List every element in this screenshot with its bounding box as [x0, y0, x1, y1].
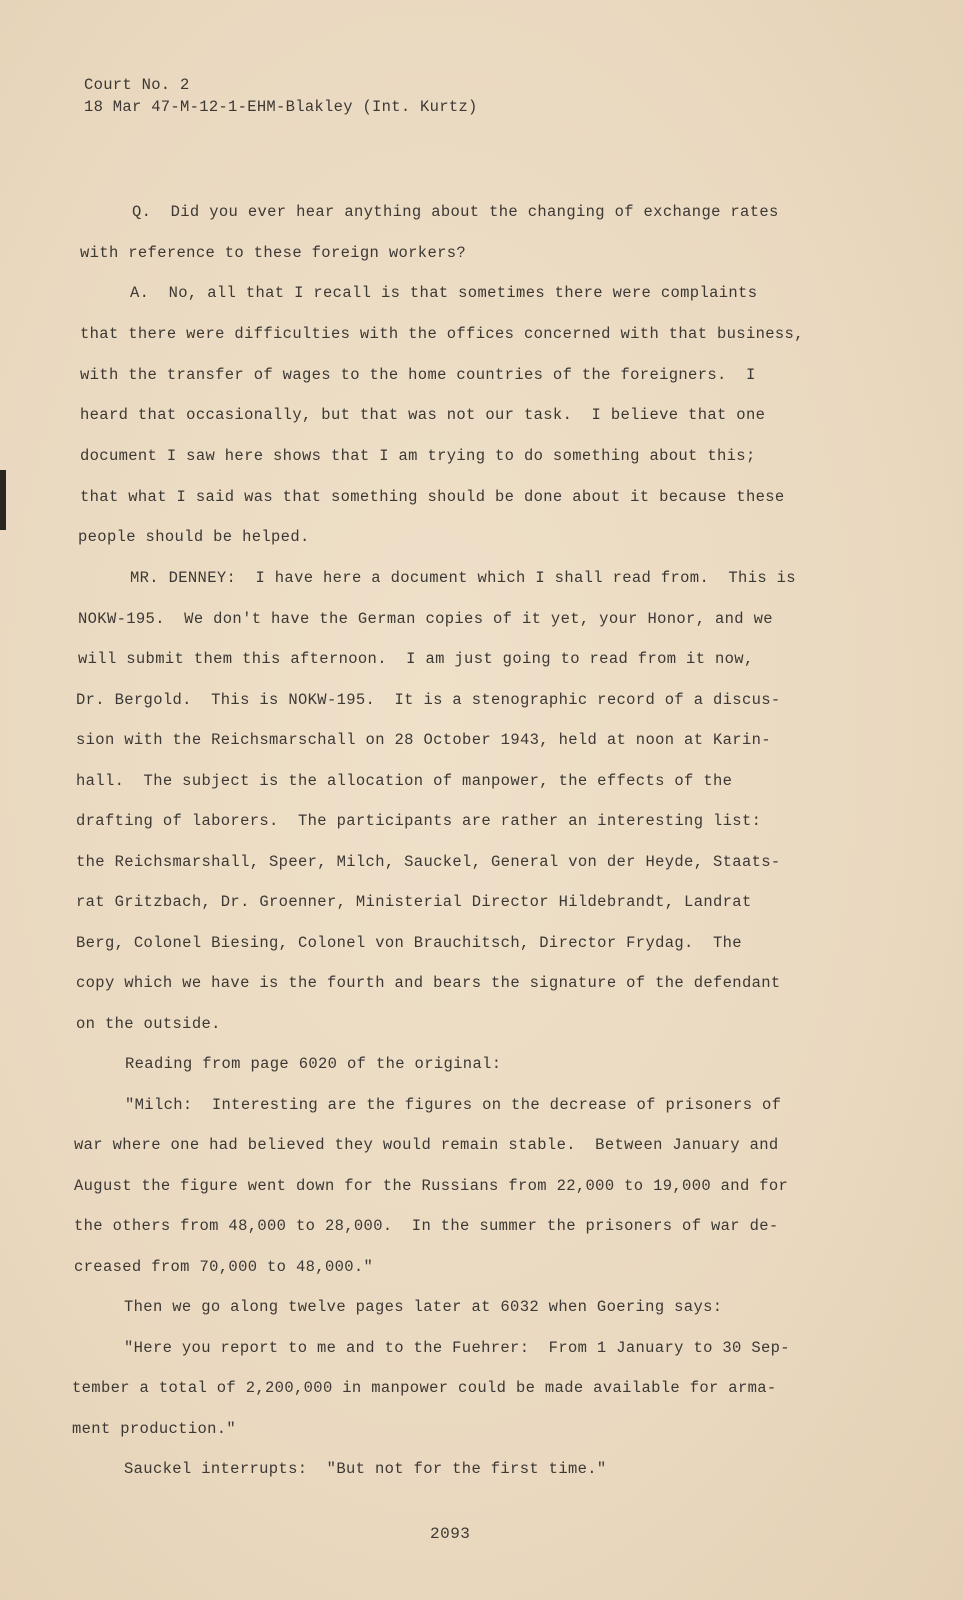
text-line: copy which we have is the fourth and bears the signature of the defendant — [76, 974, 781, 992]
text-line: with the transfer of wages to the home countries of the foreigners. I — [80, 366, 756, 384]
page-number: 2093 — [430, 1525, 471, 1543]
text-line: that there were difficulties with the offices concerned with that business, — [80, 325, 804, 343]
text-line: ment production." — [72, 1420, 237, 1438]
text-line: Q. Did you ever hear anything about the changing of exchange rates — [132, 203, 779, 221]
text-line: hall. The subject is the allocation of manpower, the effects of the — [76, 772, 733, 790]
text-line: Reading from page 6020 of the original: — [125, 1055, 502, 1073]
text-line: people should be helped. — [78, 528, 310, 546]
text-line: war where one had believed they would remain stable. Between January and — [74, 1136, 779, 1154]
text-line: the others from 48,000 to 28,000. In the summer the prisoners of war de- — [74, 1217, 779, 1235]
text-line: will submit them this afternoon. I am just going to read from it now, — [78, 650, 754, 668]
text-line: MR. DENNEY: I have here a document which I shall read from. This is — [130, 569, 796, 587]
text-line: Berg, Colonel Biesing, Colonel von Brauchitsch, Director Frydag. The — [76, 934, 742, 952]
text-line: August the figure went down for the Russians from 22,000 to 19,000 and for — [74, 1177, 789, 1195]
text-line: on the outside. — [76, 1015, 221, 1033]
session-reference: 18 Mar 47-M-12-1-EHM-Blakley (Int. Kurtz) — [84, 98, 478, 116]
text-line: creased from 70,000 to 48,000." — [74, 1258, 374, 1276]
text-line: Dr. Bergold. This is NOKW-195. It is a stenographic record of a discus- — [76, 691, 781, 709]
page-edge-shadow — [0, 470, 6, 530]
text-line: A. No, all that I recall is that sometimes there were complaints — [130, 284, 758, 302]
text-line: the Reichsmarshall, Speer, Milch, Sauckel, General von der Heyde, Staats- — [76, 853, 781, 871]
text-line: tember a total of 2,200,000 in manpower could be made available for arma- — [72, 1379, 777, 1397]
text-line: that what I said was that something should be done about it because these — [80, 488, 785, 506]
text-line: Sauckel interrupts: "But not for the first time." — [124, 1460, 607, 1478]
text-line: drafting of laborers. The participants are rather an interesting list: — [76, 812, 762, 830]
text-line: "Here you report to me and to the Fuehrer: From 1 January to 30 Sep- — [124, 1339, 790, 1357]
text-line: NOKW-195. We don't have the German copies of it yet, your Honor, and we — [78, 610, 773, 628]
text-line: "Milch: Interesting are the figures on the decrease of prisoners of — [125, 1096, 782, 1114]
text-line: rat Gritzbach, Dr. Groenner, Ministerial Director Hildebrandt, Landrat — [76, 893, 752, 911]
text-line: heard that occasionally, but that was not our task. I believe that one — [80, 406, 766, 424]
text-line: sion with the Reichsmarschall on 28 October 1943, held at noon at Karin- — [76, 731, 771, 749]
court-number: Court No. 2 — [84, 76, 190, 94]
text-line: Then we go along twelve pages later at 6032 when Goering says: — [124, 1298, 723, 1316]
document-header — [84, 74, 478, 118]
text-line: with reference to these foreign workers? — [80, 244, 467, 262]
text-line: document I saw here shows that I am trying to do something about this; — [80, 447, 756, 465]
